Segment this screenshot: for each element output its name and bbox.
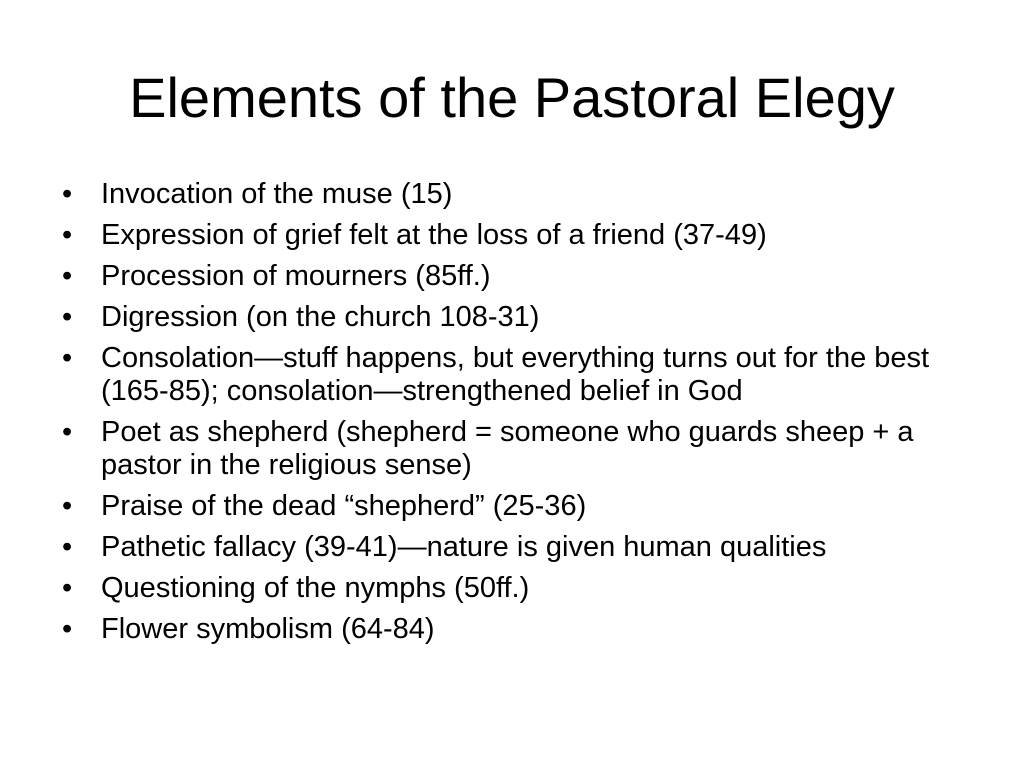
bullet-list	[62, 178, 972, 654]
bullet-icon: •	[62, 219, 73, 251]
bullet-icon: •	[62, 572, 73, 604]
bullet-icon: •	[62, 178, 73, 210]
bullet-icon: •	[62, 416, 73, 448]
bullet-text: Praise of the dead “shepherd” (25-36)	[101, 490, 587, 522]
bullet-text: Flower symbolism (64-84)	[101, 613, 435, 645]
bullet-text: Questioning of the nymphs (50ff.)	[101, 572, 530, 604]
bullet-icon: •	[62, 342, 73, 374]
bullet-text: Digression (on the church 108-31)	[101, 301, 540, 333]
bullet-text: Invocation of the muse (15)	[101, 178, 453, 210]
bullet-item	[62, 490, 972, 523]
bullet-icon: •	[62, 490, 73, 522]
bullet-text: Expression of grief felt at the loss of a friend (37-49)	[101, 219, 767, 251]
bullet-item	[62, 178, 972, 211]
bullet-icon: •	[62, 613, 73, 645]
bullet-item	[62, 416, 972, 482]
bullet-item	[62, 342, 972, 408]
bullet-icon: •	[62, 301, 73, 333]
bullet-item	[62, 572, 972, 605]
bullet-text: Procession of mourners (85ff.)	[101, 260, 491, 292]
bullet-icon: •	[62, 260, 73, 292]
bullet-item	[62, 531, 972, 564]
bullet-text: Poet as shepherd (shepherd = someone who guards sheep + a pastor in the religious sense)	[101, 416, 914, 481]
bullet-item	[62, 301, 972, 334]
bullet-icon: •	[62, 531, 73, 563]
bullet-text: Consolation—stuff happens, but everything turns out for the best (165-85); consolation—strengthened belief in God	[101, 342, 930, 407]
bullet-item	[62, 219, 972, 252]
bullet-item	[62, 613, 972, 646]
bullet-item	[62, 260, 972, 293]
slide-title: Elements of the Pastoral Elegy	[129, 66, 895, 129]
bullet-text: Pathetic fallacy (39-41)—nature is given human qualities	[101, 531, 827, 563]
